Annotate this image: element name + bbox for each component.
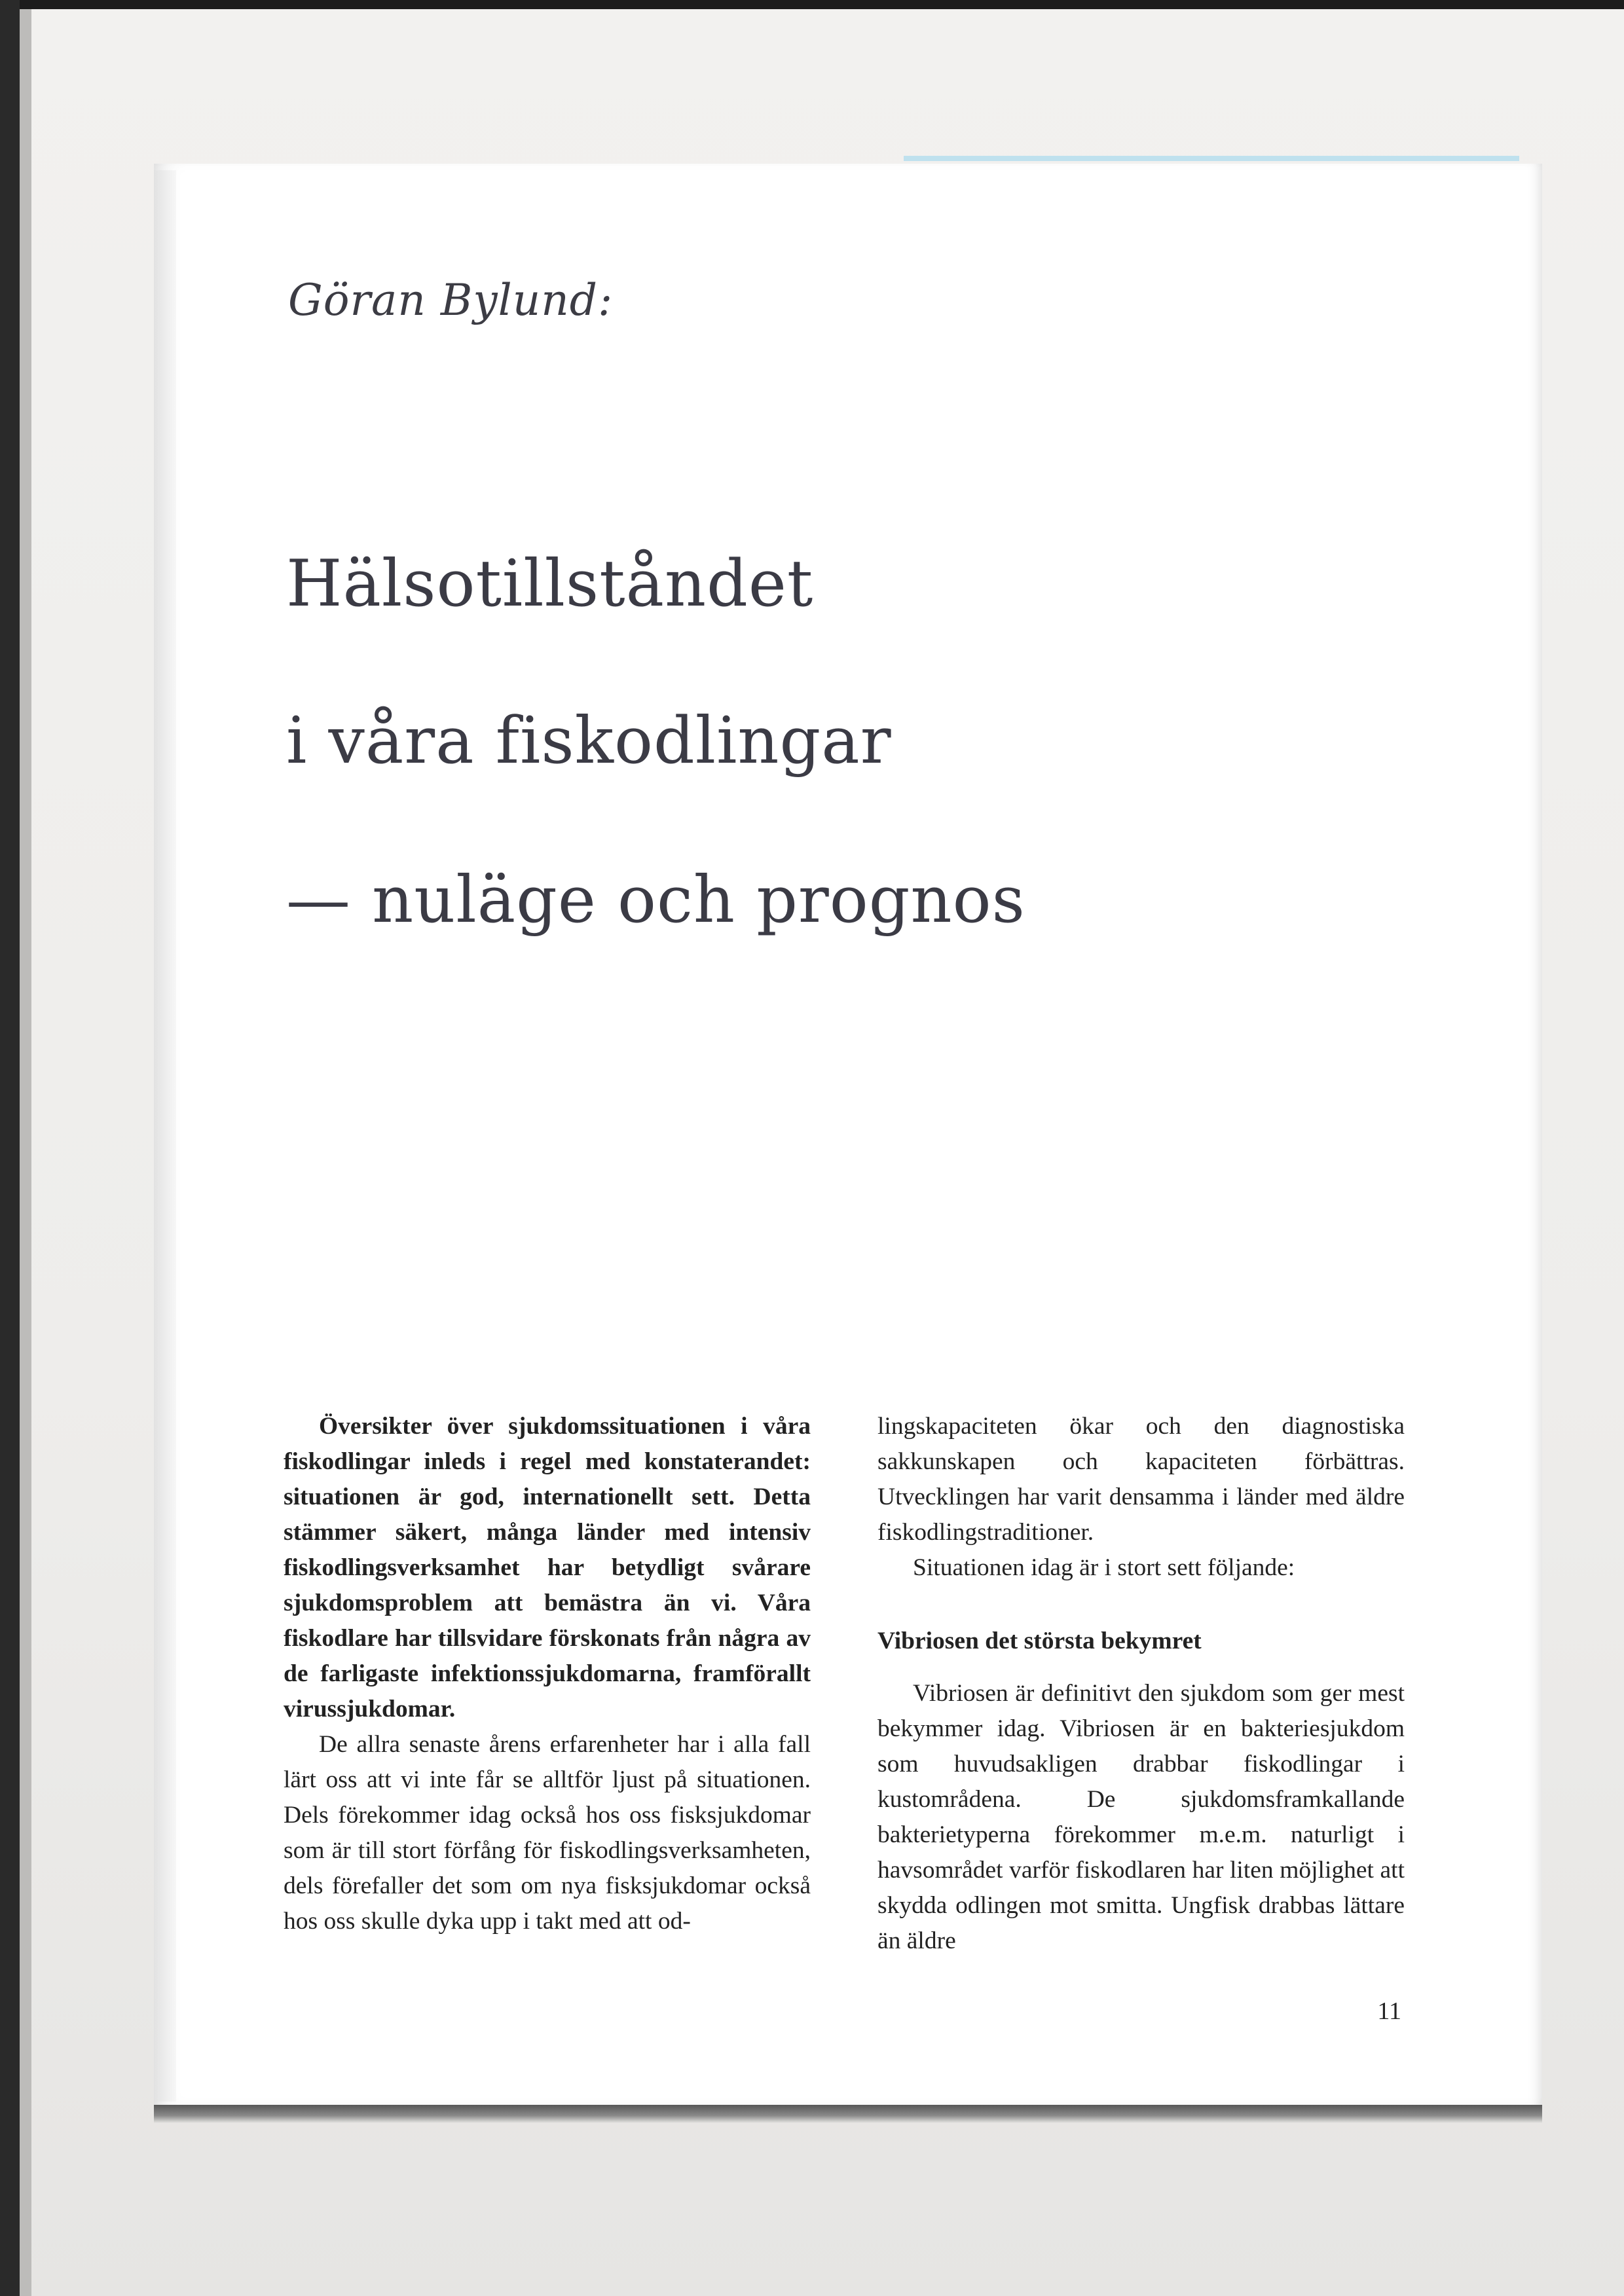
page-number: 11 bbox=[1377, 1997, 1401, 2025]
title-line-2: i våra fiskodlingar bbox=[286, 704, 892, 778]
scan-frame-top bbox=[0, 0, 1624, 9]
page-binding-edge bbox=[154, 170, 176, 2102]
title-line-3: — nuläge och prognos bbox=[286, 863, 1025, 938]
body-paragraph: De allra senaste årens erfarenheter har i alla fall lärt oss att vi inte får se alltför ljust på situationen. Dels förekommer idag också hos oss fisksjukdomar som är till stort förfång för fiskodlingsverksamheten, dels förefaller det som om nya fisksjukdomar också hos oss skulle dyka upp i takt med att od- bbox=[284, 1731, 811, 1935]
continued-paragraph: lingskapaciteten ökar och den diagnostiska sakkunskapen och kapaciteten förbättras. Utvecklingen har varit densamma i länder med äldre fiskodlingstraditioner. bbox=[877, 1413, 1405, 1546]
section-heading: Vibriosen det största bekymret bbox=[877, 1628, 1202, 1654]
body-paragraph: Situationen idag är i stort sett följande: bbox=[913, 1554, 1295, 1581]
author-name: Göran Bylund: bbox=[288, 275, 614, 325]
body-paragraph: Vibriosen är definitivt den sjukdom som ger mest bekymmer idag. Vibriosen är en bakteriesjukdom som huvudsakligen drabbar fiskodlingar i kustområdena. De sjukdomsframkallande bakterietyperna förekommer m.e.m. naturligt i havsområdet varför fiskodlaren har liten möjlighet att skydda odlingen mot smitta. Ungfisk drabbas lättare än äldre bbox=[877, 1680, 1405, 1954]
scan-frame-edge bbox=[20, 9, 31, 2296]
text-column-right bbox=[877, 1409, 1405, 1959]
title-line-1: Hälsotillståndet bbox=[286, 547, 814, 621]
lead-paragraph: Översikter över sjukdomssituationen i våra fiskodlingar inleds i regel med konstaterandet: situationen är god, internationellt sett. Detta stämmer säkert, många länder med intensiv fiskodlingsverksamhet har betydligt svårare sjukdomsproblem att bemästra än vi. Våra fiskodlare har tillsvidare förskonats från några av de farligaste infektionssjukdomarna, framförallt virussjukdomar. bbox=[284, 1413, 811, 1722]
text-column-left bbox=[284, 1409, 811, 1939]
scan-frame-left bbox=[0, 0, 20, 2296]
page-edge-strip bbox=[904, 156, 1519, 161]
